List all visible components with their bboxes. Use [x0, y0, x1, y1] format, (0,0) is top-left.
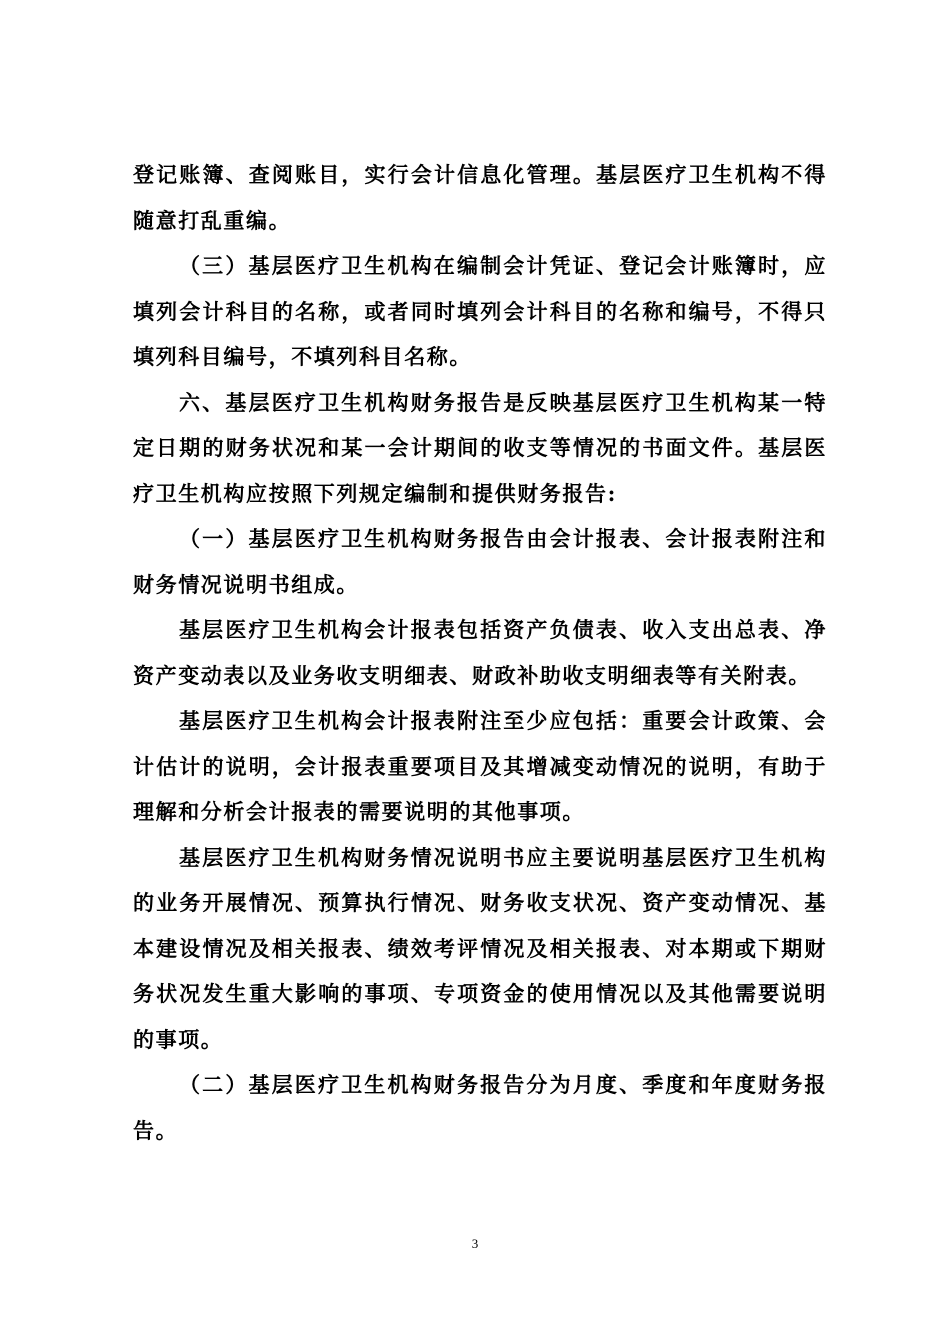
paragraph-8: （二）基层医疗卫生机构财务报告分为月度、季度和年度财务报告。 — [133, 1072, 827, 1143]
paragraph-6: 基层医疗卫生机构会计报表附注至少应包括：重要会计政策、会计估计的说明，会计报表重要项目及其增减变动情况的说明，有助于理解和分析会计报表的需要说明的其他事项。 — [133, 708, 827, 824]
paragraph-7: 基层医疗卫生机构财务情况说明书应主要说明基层医疗卫生机构的业务开展情况、预算执行情况、财务收支状况、资产变动情况、基本建设情况及相关报表、绩效考评情况及相关报表、对本期或下期财务状况发生重大影响的事项、专项资金的使用情况以及其他需要说明的事项。 — [133, 844, 827, 1052]
paragraph-4: （一）基层医疗卫生机构财务报告由会计报表、会计报表附注和财务情况说明书组成。 — [133, 526, 827, 597]
paragraph-2: （三）基层医疗卫生机构在编制会计凭证、登记会计账簿时，应填列会计科目的名称，或者同时填列会计科目的名称和编号，不得只填列科目编号，不填列科目名称。 — [133, 253, 827, 369]
page-number: 3 — [471, 1236, 479, 1251]
paragraph-3: 六、基层医疗卫生机构财务报告是反映基层医疗卫生机构某一特定日期的财务状况和某一会计期间的收支等情况的书面文件。基层医疗卫生机构应按照下列规定编制和提供财务报告: — [133, 389, 827, 506]
document-body — [133, 152, 827, 1153]
paragraph-1: 登记账簿、查阅账目，实行会计信息化管理。基层医疗卫生机构不得随意打乱重编。 — [133, 162, 827, 233]
paragraph-5: 基层医疗卫生机构会计报表包括资产负债表、收入支出总表、净资产变动表以及业务收支明细表、财政补助收支明细表等有关附表。 — [133, 617, 827, 688]
